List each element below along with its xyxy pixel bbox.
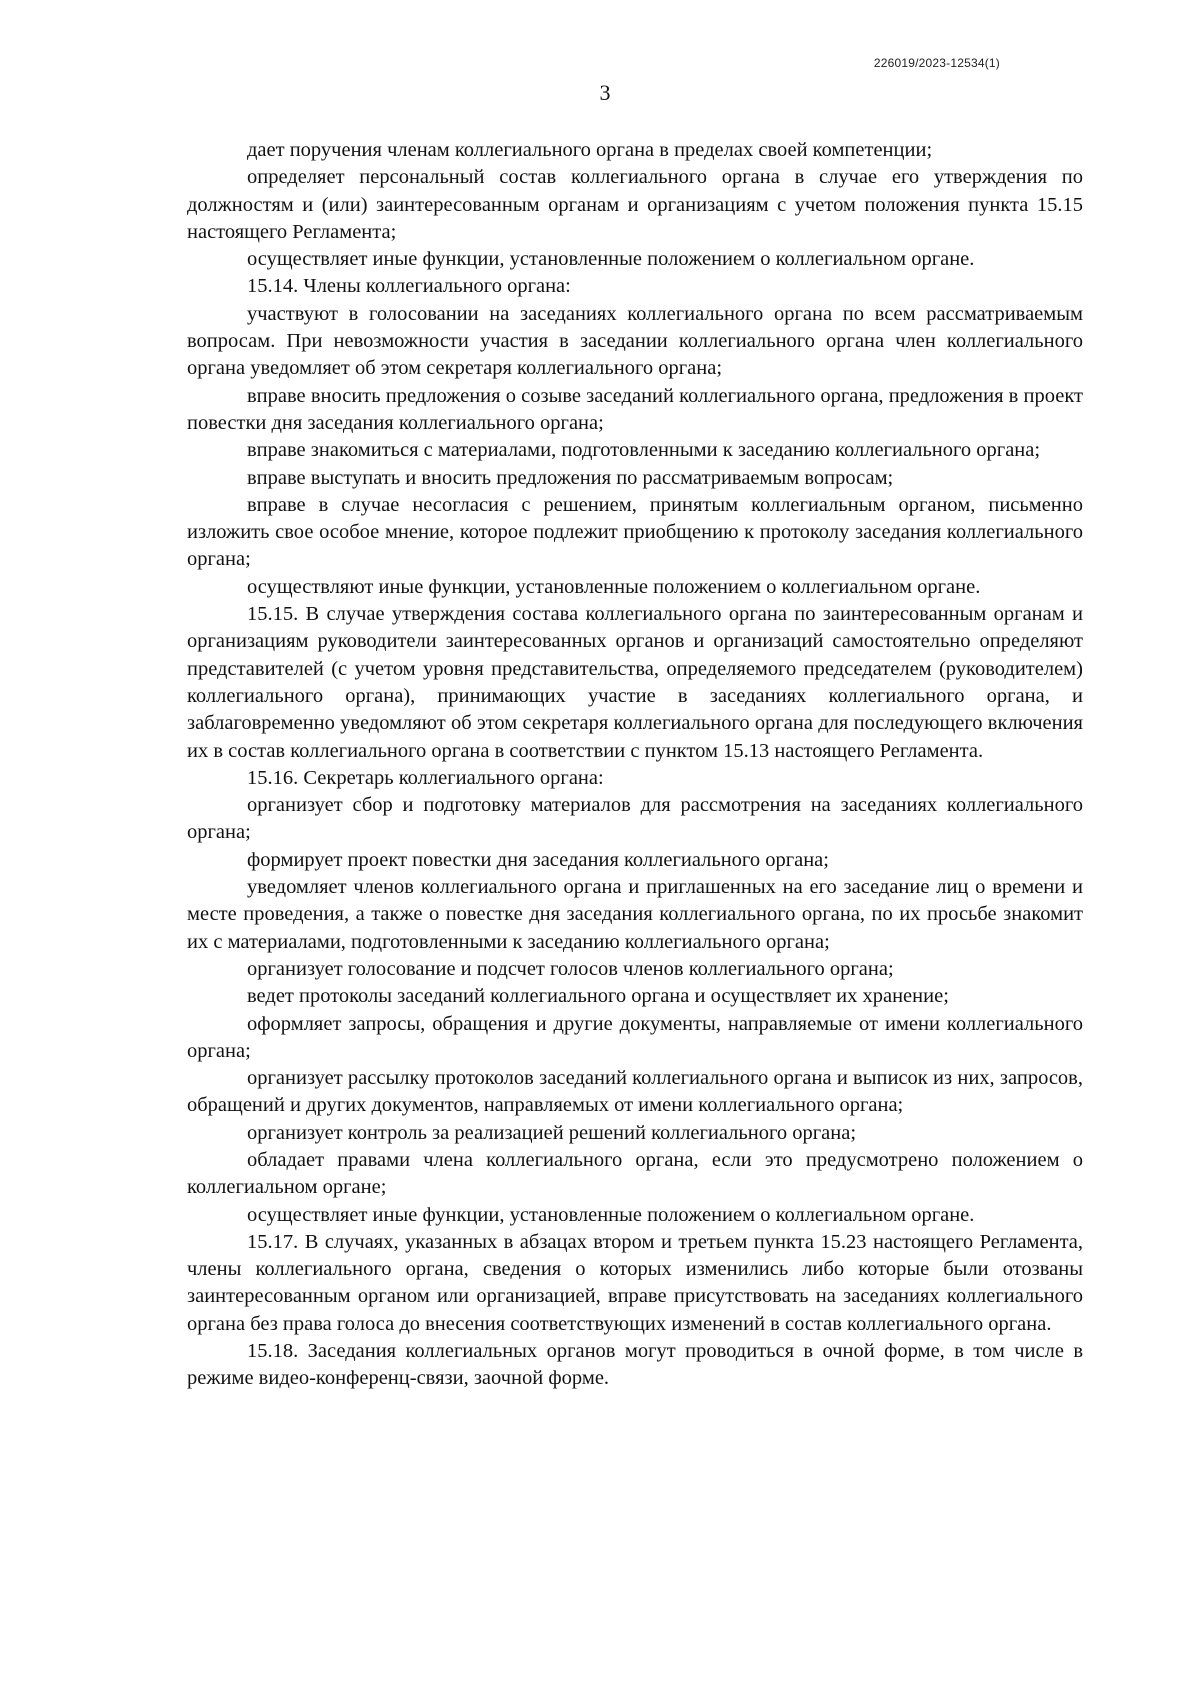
paragraph: дает поручения членам коллегиального органа в пределах своей компетенции; [247,139,933,161]
section-15-17: 15.17. В случаях, указанных в абзацах втором и третьем пункта 15.23 настоящего Регламента, члены коллегиального органа, сведения о которых изменились либо которые были отозваны заинтересованным органом или организацией, вправе присутствовать на заседаниях коллегиального органа без права голоса до внесения соответствующих изменений в состав коллегиального органа. [187,1230,1083,1335]
paragraph: участвуют в голосовании на заседаниях коллегиального органа по всем рассматриваемым вопросам. При невозможности участия в заседании коллегиального органа член коллегиального органа уведомляет об этом секретаря коллегиального органа; [187,302,1083,380]
paragraph: вправе вносить предложения о созыве заседаний коллегиального органа, предложения в проект повестки дня заседания коллегиального органа; [187,384,1083,434]
document-registration-number: 226019/2023-12534(1) [873,56,1000,70]
paragraph: организует голосование и подсчет голосов членов коллегиального органа; [247,957,894,980]
paragraph: ведет протоколы заседаний коллегиального органа и осуществляет их хранение; [247,985,949,1008]
paragraph: организует рассылку протоколов заседаний коллегиального органа и выписок из них, запросов, обращений и других документов, направляемых от имени коллегиального органа; [187,1067,1083,1117]
paragraph: организует контроль за реализацией решений коллегиального органа; [247,1121,857,1144]
section-15-15: 15.15. В случае утверждения состава коллегиального органа по заинтересованным органам и организациям руководители заинтересованных органов и организаций самостоятельно определяют представителей (с учетом уровня представительства, определяемого председателем (руководителем) коллегиального органа), принимающих участие в заседаниях коллегиального органа, и заблаговременно уведомляют об этом секретаря коллегиального органа для последующего включения их в состав коллегиального органа в соответствии с пунктом 15.13 настоящего Регламента. [187,603,1083,762]
section-heading-15-14: 15.14. Члены коллегиального органа: [247,275,571,298]
page-number: 3 [599,80,611,105]
paragraph: осуществляют иные функции, установленные положением о коллегиальном органе. [247,575,981,598]
paragraph: осуществляет иные функции, установленные положением о коллегиальном органе. [247,1203,975,1226]
paragraph: уведомляет членов коллегиального органа и приглашенных на его заседание лиц о времени и месте проведения, а также о повестке дня заседания коллегиального органа, по их просьбе знакомит их с материалами, подготовленными к заседанию коллегиального органа; [187,876,1083,953]
paragraph: вправе выступать и вносить предложения по рассматриваемым вопросам; [247,466,894,489]
paragraph: организует сбор и подготовку материалов для рассмотрения на заседаниях коллегиального органа; [187,794,1083,844]
section-heading-15-16: 15.16. Секретарь коллегиального органа: [247,766,604,789]
paragraph: обладает правами члена коллегиального органа, если это предусмотрено положением о коллегиальном органе; [187,1148,1083,1199]
paragraph: вправе знакомиться с материалами, подготовленными к заседанию коллегиального органа; [247,439,1041,462]
paragraph: оформляет запросы, обращения и другие документы, направляемые от имени коллегиального органа; [187,1012,1083,1062]
paragraph: определяет персональный состав коллегиального органа в случае его утверждения по должностям и (или) заинтересованным органам и организациям с учетом положения пункта 15.15 настоящего Регламента; [187,166,1083,243]
section-15-18: 15.18. Заседания коллегиальных органов могут проводиться в очной форме, в том числе в режиме видео-конференц-связи, заочной форме. [187,1340,1083,1390]
document-body [187,137,1083,1393]
paragraph: осуществляет иные функции, установленные положением о коллегиальном органе. [247,248,975,271]
paragraph: формирует проект повестки дня заседания коллегиального органа; [247,848,829,871]
paragraph: вправе в случае несогласия с решением, принятым коллегиальным органом, письменно изложить свое особое мнение, которое подлежит приобщению к протоколу заседания коллегиального органа; [187,493,1083,571]
